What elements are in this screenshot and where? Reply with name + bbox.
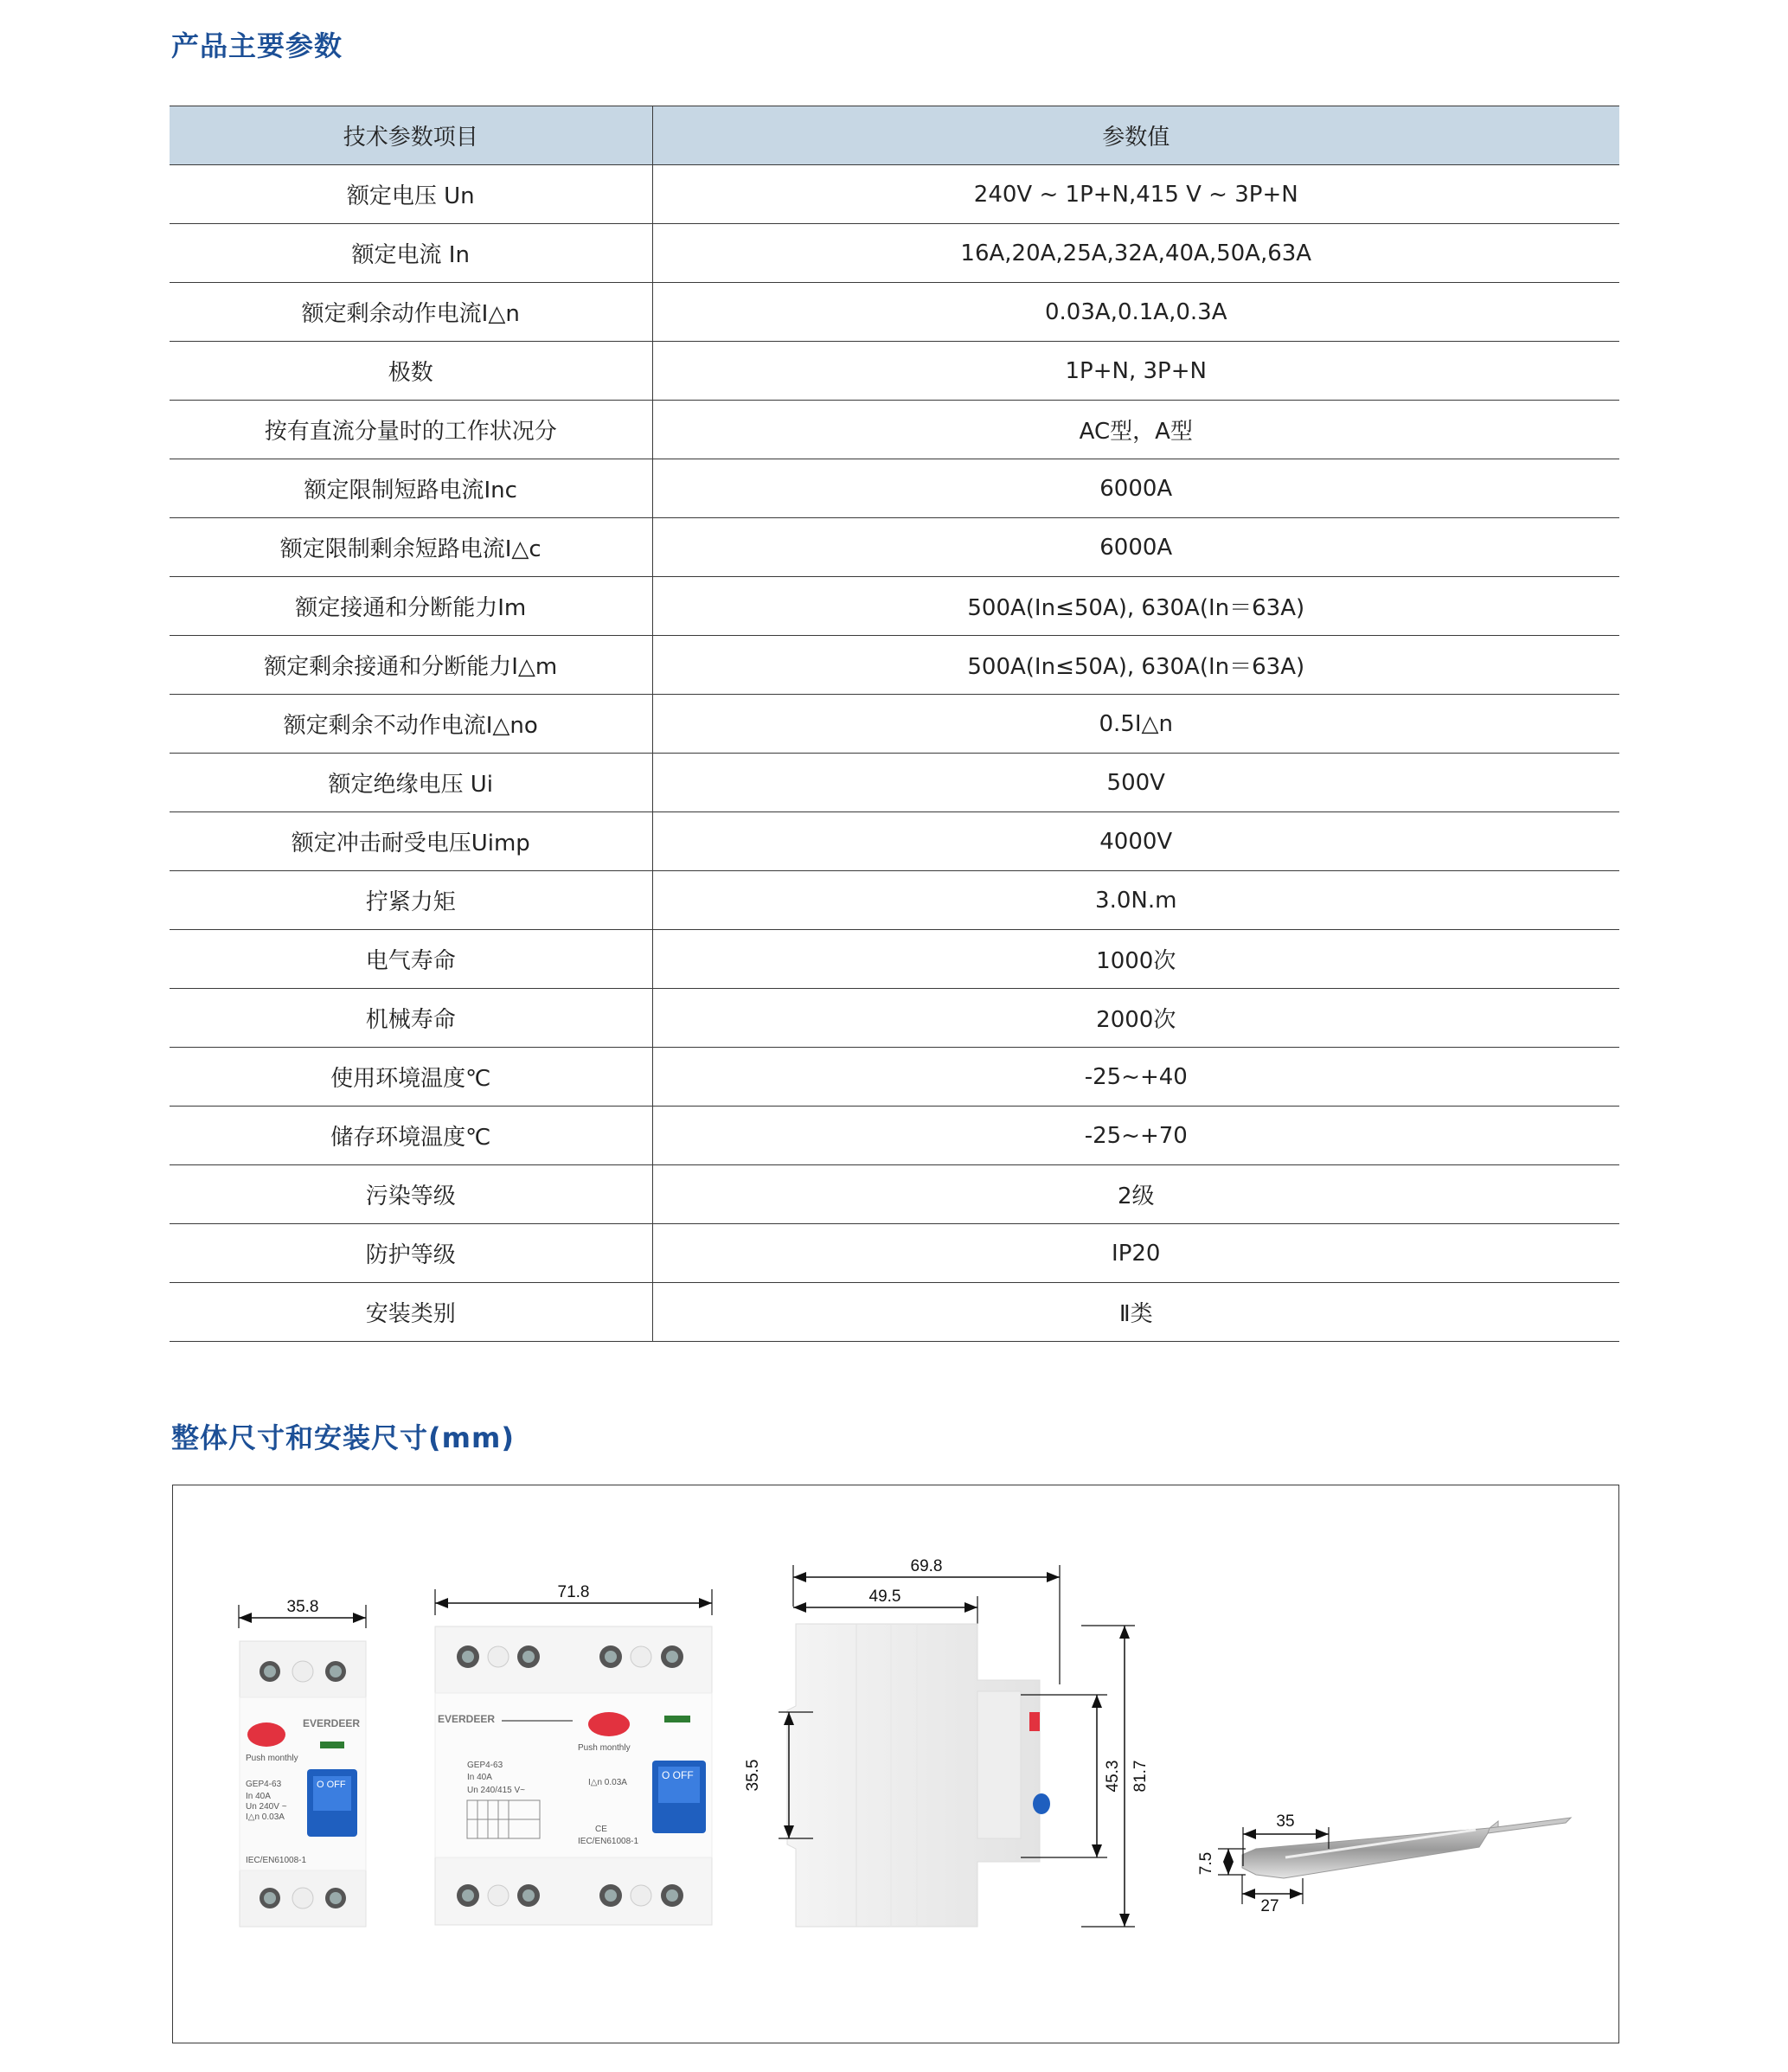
param-value-cell: 240V ~ 1P+N,415 V ~ 3P+N — [652, 165, 1619, 224]
rcd-2p-front-view — [239, 1598, 366, 1927]
table-row — [170, 636, 1619, 695]
svg-text:EVERDEER: EVERDEER — [438, 1713, 496, 1725]
test-button-2p — [247, 1722, 285, 1747]
param-name-cell: 额定冲击耐受电压Uimp — [170, 812, 652, 871]
dim-label-width-2p: 35.8 — [286, 1598, 319, 1616]
param-value-cell: -25~+70 — [652, 1107, 1619, 1165]
param-value-cell: Ⅱ类 — [652, 1283, 1619, 1342]
rcd-2p-bottom-screws — [260, 1888, 346, 1908]
rcd-2p-top-screws — [260, 1661, 346, 1682]
param-name-cell: 额定接通和分断能力Im — [170, 577, 652, 636]
table-row — [170, 577, 1619, 636]
param-name-cell: 拧紧力矩 — [170, 871, 652, 930]
parameters-table — [170, 106, 1619, 1342]
header-value: 参数值 — [652, 106, 1619, 165]
table-row — [170, 695, 1619, 754]
table-row — [170, 1283, 1619, 1342]
param-name-cell: 安装类别 — [170, 1283, 652, 1342]
table-row — [170, 283, 1619, 342]
param-value-cell: 500A(In≤50A), 630A(In＝63A) — [652, 636, 1619, 695]
table-row — [170, 1165, 1619, 1224]
dimension-drawing — [173, 1485, 1620, 2044]
param-name-cell: 额定剩余不动作电流I△no — [170, 695, 652, 754]
dimension-drawing-frame — [172, 1485, 1619, 2043]
dim-label-rail-height: 7.5 — [1197, 1851, 1215, 1876]
section-title-dimensions: 整体尺寸和安装尺寸(mm) — [171, 1421, 515, 1454]
header-param: 技术参数项目 — [170, 106, 652, 165]
param-value-cell: 16A,20A,25A,32A,40A,50A,63A — [652, 224, 1619, 283]
param-value-cell: 4000V — [652, 812, 1619, 871]
table-row — [170, 342, 1619, 401]
svg-text:GEP4-63: GEP4-63 — [467, 1761, 503, 1770]
side-test-button — [1029, 1712, 1040, 1731]
rcd-side-view — [744, 1557, 1150, 1927]
param-name-cell: 额定限制剩余短路电流I△c — [170, 518, 652, 577]
dim-label-height-total: 81.7 — [1131, 1760, 1150, 1793]
dim-label-rail-inner: 27 — [1260, 1897, 1279, 1915]
param-name-cell: 防护等级 — [170, 1224, 652, 1283]
param-value-cell: 500V — [652, 754, 1619, 812]
param-value-cell: IP20 — [652, 1224, 1619, 1283]
param-name-cell: 额定电压 Un — [170, 165, 652, 224]
test-button-4p — [588, 1712, 630, 1736]
svg-text:O OFF: O OFF — [317, 1780, 346, 1790]
rcd-4p-toggle-switch — [652, 1761, 706, 1833]
din-rail-view — [1197, 1812, 1571, 1915]
param-name-cell: 极数 — [170, 342, 652, 401]
table-row — [170, 871, 1619, 930]
param-name-cell: 额定电流 In — [170, 224, 652, 283]
svg-text:In 40A: In 40A — [246, 1792, 271, 1801]
table-header-row — [170, 106, 1619, 165]
svg-text:IEC/EN61008-1: IEC/EN61008-1 — [246, 1856, 307, 1865]
table-row — [170, 989, 1619, 1048]
dim-label-rail-width: 35 — [1276, 1812, 1295, 1831]
dim-label-height-window: 35.5 — [744, 1759, 762, 1792]
table-row — [170, 754, 1619, 812]
param-value-cell: 0.5I△n — [652, 695, 1619, 754]
param-name-cell: 电气寿命 — [170, 930, 652, 989]
param-value-cell: 6000A — [652, 459, 1619, 518]
svg-text:O OFF: O OFF — [662, 1769, 694, 1781]
side-toggle — [1033, 1793, 1050, 1814]
param-name-cell: 额定剩余接通和分断能力I△m — [170, 636, 652, 695]
param-value-cell: 500A(In≤50A), 630A(In＝63A) — [652, 577, 1619, 636]
param-name-cell: 额定绝缘电压 Ui — [170, 754, 652, 812]
table-row — [170, 401, 1619, 459]
table-row — [170, 518, 1619, 577]
param-name-cell: 污染等级 — [170, 1165, 652, 1224]
table-row — [170, 930, 1619, 989]
svg-text:I△n 0.03A: I△n 0.03A — [588, 1778, 627, 1787]
dim-label-height-front: 45.3 — [1104, 1760, 1122, 1793]
svg-text:Un 240/415 V~: Un 240/415 V~ — [467, 1786, 525, 1795]
dim-label-depth-front: 49.5 — [868, 1588, 901, 1606]
rcd-2p-toggle-switch — [307, 1769, 357, 1837]
svg-text:Push monthly: Push monthly — [246, 1754, 298, 1763]
param-value-cell: 1P+N, 3P+N — [652, 342, 1619, 401]
param-value-cell: 6000A — [652, 518, 1619, 577]
svg-text:EVERDEER: EVERDEER — [303, 1717, 361, 1729]
svg-text:Un 240V ~: Un 240V ~ — [246, 1802, 287, 1812]
param-value-cell: 3.0N.m — [652, 871, 1619, 930]
table-row — [170, 224, 1619, 283]
param-name-cell: 额定限制短路电流Inc — [170, 459, 652, 518]
table-row — [170, 459, 1619, 518]
param-name-cell: 储存环境温度℃ — [170, 1107, 652, 1165]
svg-text:CE: CE — [595, 1825, 607, 1834]
svg-text:I△n 0.03A: I△n 0.03A — [246, 1812, 285, 1822]
table-row — [170, 1048, 1619, 1107]
param-value-cell: AC型，A型 — [652, 401, 1619, 459]
param-name-cell: 使用环境温度℃ — [170, 1048, 652, 1107]
section-title-params: 产品主要参数 — [171, 29, 343, 62]
param-name-cell: 额定剩余动作电流I△n — [170, 283, 652, 342]
param-value-cell: 0.03A,0.1A,0.3A — [652, 283, 1619, 342]
table-row — [170, 1107, 1619, 1165]
param-name-cell: 机械寿命 — [170, 989, 652, 1048]
svg-text:In 40A: In 40A — [467, 1773, 492, 1782]
param-value-cell: 1000次 — [652, 930, 1619, 989]
rcd-4p-front-view — [435, 1583, 712, 1925]
dim-label-width-4p: 71.8 — [557, 1583, 590, 1601]
param-name-cell: 按有直流分量时的工作状况分 — [170, 401, 652, 459]
table-row — [170, 1224, 1619, 1283]
param-value-cell: 2000次 — [652, 989, 1619, 1048]
svg-text:IEC/EN61008-1: IEC/EN61008-1 — [578, 1837, 639, 1846]
svg-text:Push monthly: Push monthly — [578, 1743, 631, 1753]
dim-label-depth-total: 69.8 — [910, 1557, 943, 1575]
param-value-cell: 2级 — [652, 1165, 1619, 1224]
param-value-cell: -25~+40 — [652, 1048, 1619, 1107]
table-row — [170, 812, 1619, 871]
table-row — [170, 165, 1619, 224]
svg-text:GEP4-63: GEP4-63 — [246, 1780, 282, 1789]
